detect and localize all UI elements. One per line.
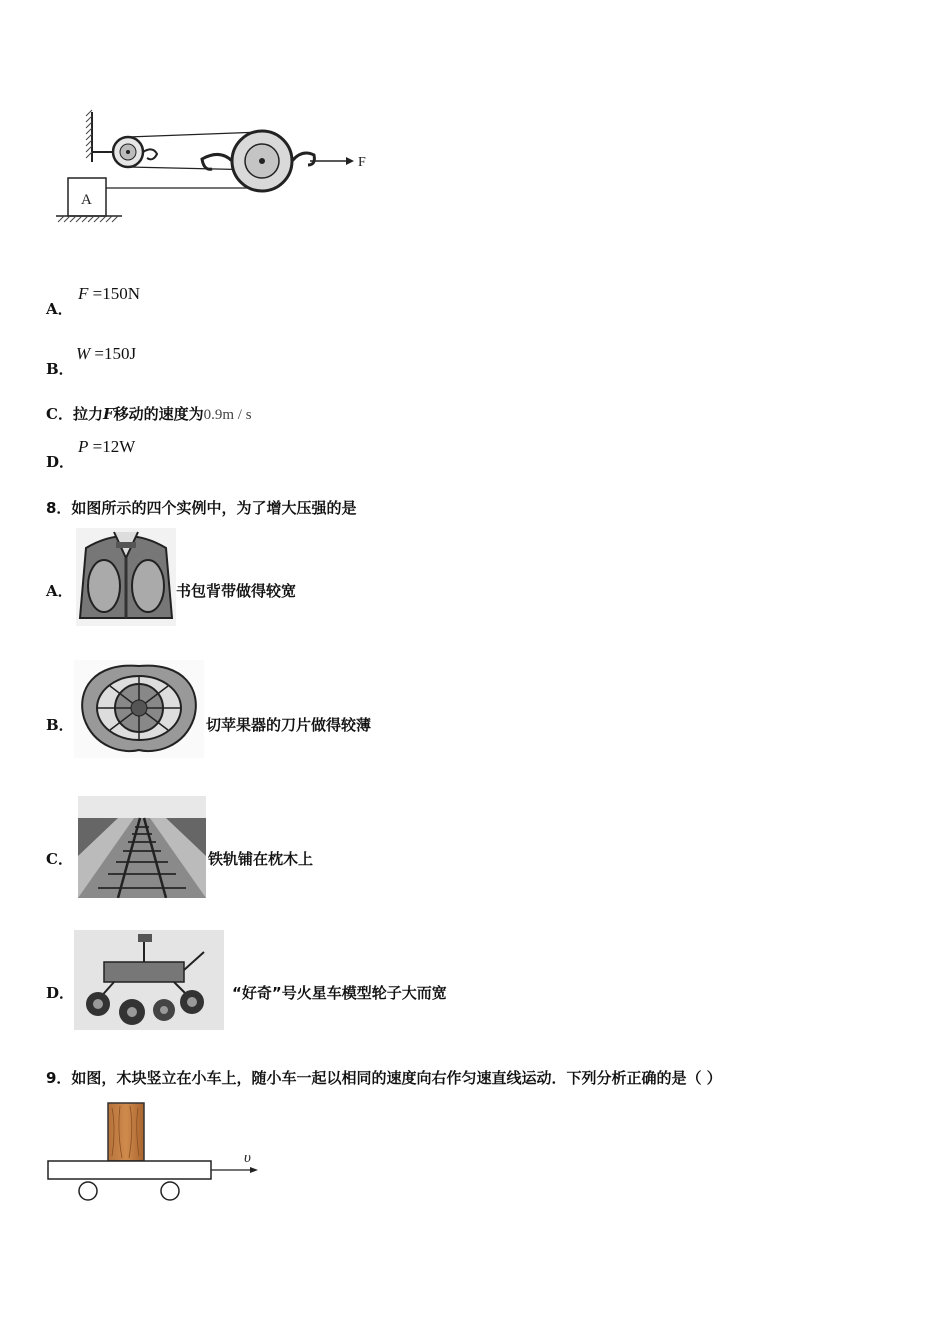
block-label: A [81, 192, 92, 208]
q7-option-c[interactable] [46, 403, 346, 425]
backpack-photo [76, 528, 176, 626]
cart-platform [48, 1161, 211, 1179]
q7-option-d[interactable] [46, 437, 246, 471]
option-text: 书包背带做得较宽 [176, 582, 297, 600]
option-label: C． [46, 405, 73, 423]
option-label: A． [46, 582, 73, 600]
q9-question: 9．如图，木块竖立在小车上，随小车一起以相同的速度向右作匀速直线运动．下列分析正确的是（ ） [46, 1069, 722, 1087]
option-text: 切苹果器的刀片做得较薄 [206, 716, 372, 734]
option-label: B． [46, 716, 74, 734]
option-formula: P =12W [78, 437, 136, 456]
q7-option-a[interactable] [46, 284, 246, 318]
option-label: C． [46, 850, 73, 868]
option-label: D． [46, 453, 75, 471]
q8-option-d[interactable] [46, 930, 506, 1032]
q8-option-b[interactable] [46, 660, 446, 760]
option-label: B． [46, 360, 74, 378]
option-var: F [102, 405, 114, 423]
option-value: 0.9m / s [203, 407, 252, 423]
q8-question: 8．如图所示的四个实例中，为了增大压强的是 [46, 499, 357, 517]
velocity-label: υ [244, 1150, 251, 1166]
option-text-after: 移动的速度为 [113, 405, 204, 423]
railway-photo [78, 796, 206, 898]
force-label: F [358, 155, 366, 170]
q8-option-c[interactable] [46, 796, 406, 900]
apple-cutter-photo [74, 660, 204, 758]
cart-block-figure [44, 1098, 274, 1208]
option-formula: F =150N [78, 284, 141, 303]
option-formula: W =150J [76, 344, 137, 363]
option-text: “好奇”号火星车模型轮子大而宽 [232, 984, 447, 1002]
option-label: D． [46, 984, 75, 1002]
option-label: A． [46, 300, 73, 318]
cart-wheel [79, 1182, 97, 1200]
q8-option-a[interactable] [46, 528, 366, 628]
mars-rover-photo [74, 930, 224, 1030]
q7-option-b[interactable] [46, 344, 246, 378]
option-text-before: 拉力 [72, 405, 103, 423]
option-text: 铁轨铺在枕木上 [208, 850, 314, 868]
pulley-system-figure [44, 106, 374, 230]
cart-wheel [161, 1182, 179, 1200]
